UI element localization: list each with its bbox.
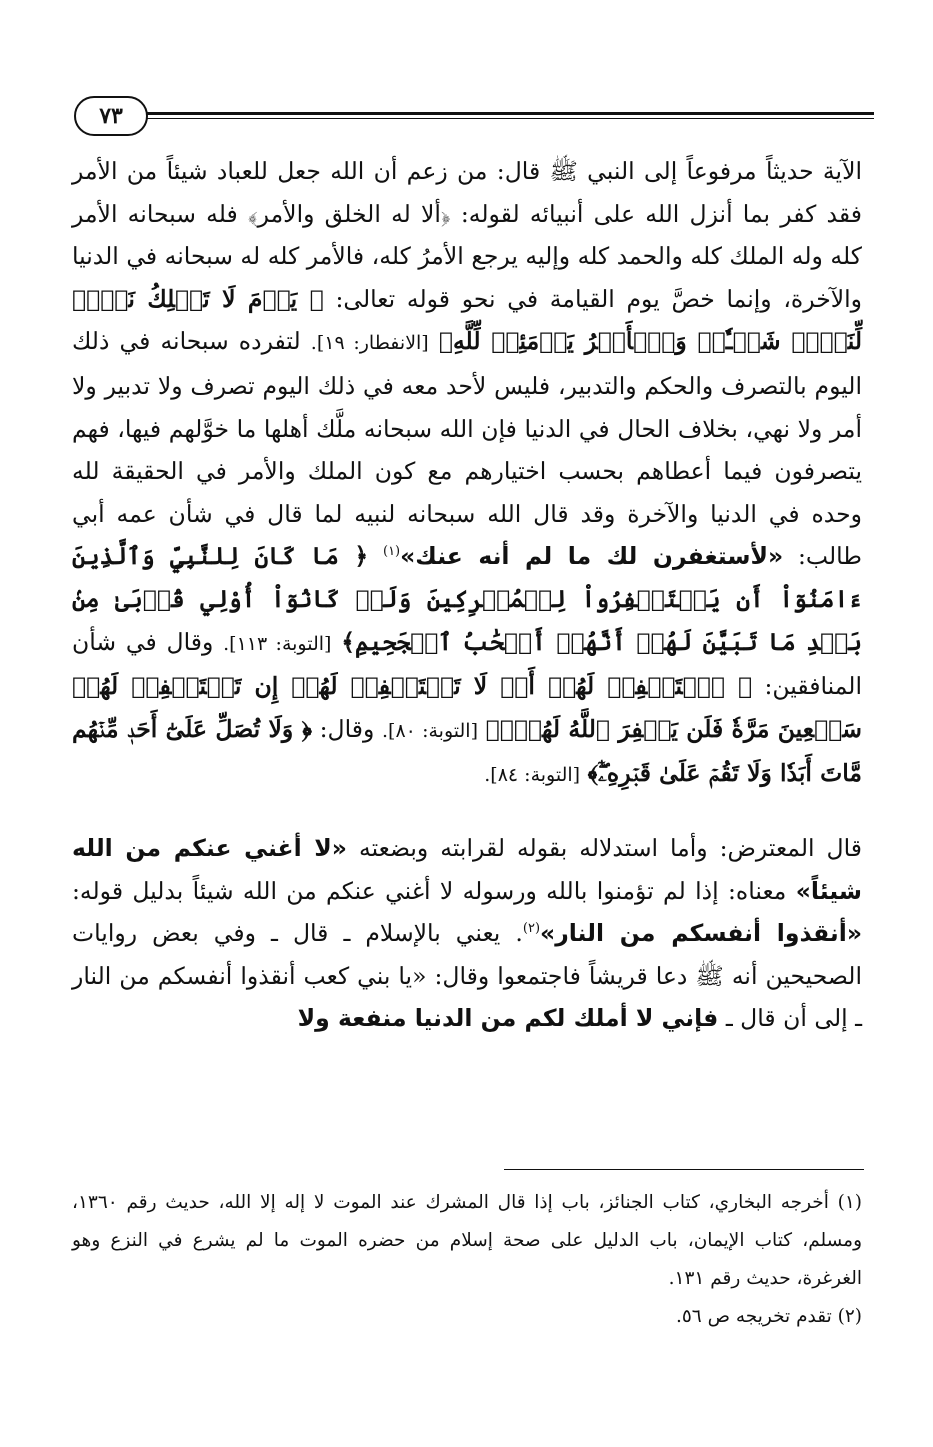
text-run: وقال في شأن المنافقين: (72, 627, 862, 701)
text-run: . يعني بالإسلام ـ قال ـ وفي بعض روايات الصحيحين أنه ﷺ دعا قريشاً فاجتمعوا وقال: «يا بني كعب أنقذوا أنفسكم من النار ـ إلى أن قال ـ (72, 919, 862, 1033)
page-header (74, 88, 874, 144)
paragraph-1 (72, 150, 862, 797)
verse-citation: [التوبة: ٨٠]. (382, 719, 478, 742)
quran-verse: ﴿ يَوۡمَ لَا تَمۡلِكُ نَفۡسٞ لِّنَفۡسٖ شَيۡـٔٗاۖ وَٱلۡأَمۡرُ يَوۡمَئِذٖ لِّلَّهِ﴾ (72, 284, 862, 356)
verse-citation: [التوبة: ٨٤]. (484, 764, 581, 787)
quran-verse: ﴿ مَا كَانَ لِلنَّبِيِّ وَٱلَّذِينَ ءَامَنُوٓاْ أَن يَسۡتَغۡفِرُواْ لِلۡمُشۡرِكِينَ وَلَوۡ كَانُوٓاْ أُوْلِي قُرۡبَىٰ مِنۢ بَعۡدِ مَا تَبَيَّنَ لَهُمۡ أَنَّهُمۡ أَصۡحَٰبُ ٱلۡجَحِيمِ﴾ (72, 542, 862, 656)
main-text (72, 150, 862, 1040)
text-run: قال المعترض: وأما استدلاله بقوله لقرابته وبضعته (358, 833, 862, 862)
hadith-quote: «لأستغفرن لك ما لم أنه عنك» (400, 542, 784, 571)
hadith-quote: «أنقذوا أنفسكم من النار» (540, 919, 862, 948)
header-rule-thin (140, 118, 874, 119)
quran-verse: ﴿ ٱسۡتَغۡفِرۡ لَهُمۡ أَوۡ لَا تَسۡتَغۡفِرۡ لَهُمۡ إِن تَسۡتَغۡفِرۡ لَهُمۡ سَبۡعِينَ مَرَّةٗ فَلَن يَغۡفِرَ ٱللَّهُ لَهُمۡۚ﴾ (72, 672, 862, 743)
footnote-ref[interactable]: (٢) (522, 921, 541, 937)
quran-verse: ﴿ وَلَا تُصَلِّ عَلَىٰٓ أَحَدٖ مِّنۡهُم مَّاتَ أَبَدٗا وَلَا تَقُمۡ عَلَىٰ قَبۡرِهِۦٓۖ﴾ (72, 714, 862, 788)
footnote-2: (٢) تقدم تخريجه ص ٥٦. (675, 1306, 862, 1327)
hadith-quote: «لا أغني عنكم من الله شيئاً» (72, 833, 862, 905)
text-run: معناه: إذا لم تؤمنوا بالله ورسوله لا أغني عنكم من الله شيئاً بدليل قوله: (72, 876, 787, 905)
verse-citation: [التوبة: ١١٣]. (223, 632, 332, 655)
footnote-separator (504, 1169, 864, 1170)
footnotes (72, 1184, 862, 1336)
text-run: الآية حديثاً مرفوعاً إلى النبي ﷺ قال: من زعم أن الله جعل للعباد شيئاً من الأمر فقد كفر بما أنزل الله على أنبيائه لقوله: ﴿ألا له الخلق والأمر﴾ فله سبحانه الأمر كله وله الملك كله والحمد كله وإليه يرجع الأمرُ كله، فالأمر كله له سبحانه في الدنيا والآخرة، وإنما خصَّ يوم القيامة في نحو قوله تعالى: (72, 157, 862, 313)
header-rule-thick (140, 112, 874, 115)
verse-citation: [الانفطار: ١٩]. (310, 332, 429, 355)
text-run: لتفرده سبحانه في ذلك اليوم بالتصرف والحكم والتدبير، فليس لأحد معه في ذلك اليوم تصرف ولا تدبير ولا أمر ولا نهي، بخلاف الحال في الدنيا فإن الله سبحانه ملَّك أهلها ما خوَّلهم فيها، فهم يتصرفون فيما أعطاهم بحسب اختيارهم مع كون الملك والأمر في الحقيقة لله وحده في الدنيا والآخرة وقد قال الله سبحانه لنبيه لما قال في شأن عمه أبي طالب: (72, 327, 862, 571)
paragraph-2 (72, 827, 862, 1040)
text-run: وقال: (319, 714, 375, 743)
page-number: ٧٣ (74, 96, 148, 136)
footnote-ref[interactable]: (١) (382, 544, 401, 560)
footnote-1: (١) أخرجه البخاري، كتاب الجنائز، باب إذا قال المشرك عند الموت لا إله إلا الله، حديث رقم ١٣٦٠، ومسلم، كتاب الإيمان، باب الدليل على صحة إسلام من حضره الموت ما لم يشرع في النزع وهو الغرغرة، حديث رقم ١٣١. (72, 1192, 862, 1289)
hadith-quote: فإني لا أملك لكم من الدنيا منفعة ولا (297, 1004, 719, 1033)
